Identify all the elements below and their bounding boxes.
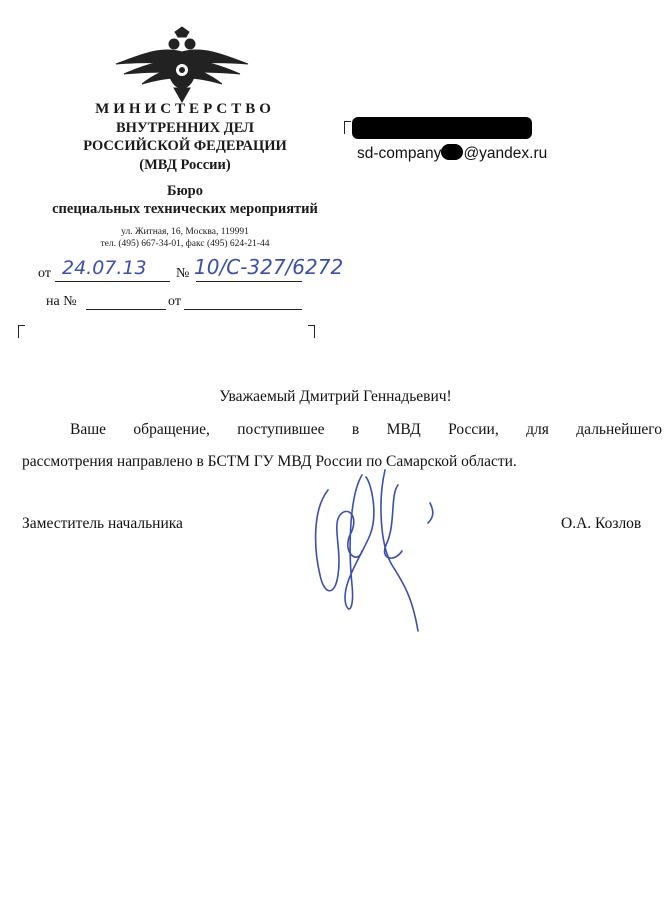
handwritten-date: 24.07.13	[62, 257, 147, 279]
number-label: №	[176, 266, 190, 281]
ministry-line-3: РОССИЙСКОЙ ФЕДЕРАЦИИ	[83, 138, 287, 154]
phone-fax: тел. (495) 667-34-01, факс (495) 624-21-44	[100, 239, 270, 249]
signatory-name: О.А. Козлов	[561, 515, 642, 532]
bureau-line-1: Бюро	[167, 183, 203, 199]
reference-date-underline	[184, 309, 302, 310]
reference-date-label: от	[168, 294, 181, 309]
recipient-email	[357, 144, 547, 163]
date-underline	[55, 281, 170, 282]
email-prefix: sd-company	[357, 145, 442, 162]
bureau-line-2: специальных технических мероприятий	[52, 201, 318, 217]
email-suffix: @yandex.ru	[463, 145, 548, 162]
ministry-line-2: ВНУТРЕННИХ ДЕЛ	[116, 120, 254, 136]
double-headed-eagle-icon	[112, 24, 252, 104]
ministry-short-name: (МВД России)	[139, 157, 231, 173]
recipient-field-corner	[344, 121, 351, 134]
signatory-title: Заместитель начальника	[22, 515, 183, 532]
reference-number-underline	[86, 309, 166, 310]
number-underline	[196, 281, 302, 282]
redacted-email-part	[441, 144, 463, 160]
address-field-corner-right	[308, 325, 315, 338]
ministry-line-1: МИНИСТЕРСТВО	[95, 101, 275, 117]
handwritten-signature	[300, 455, 450, 645]
greeting: Уважаемый Дмитрий Геннадьевич!	[219, 388, 452, 405]
reference-number-label: на №	[46, 294, 77, 309]
redacted-recipient-name	[352, 117, 532, 139]
body-paragraph-line-1: Ваше обращение, поступившее в МВД России, для дальнейшего	[70, 421, 662, 438]
address-field-corner-left	[18, 325, 25, 338]
date-label: от	[38, 266, 51, 281]
handwritten-number: 10/С-327/6272	[194, 255, 344, 279]
address: ул. Житная, 16, Москва, 119991	[121, 227, 249, 237]
body-paragraph-line-2: рассмотрения направлено в БСТМ ГУ МВД России по Самарской области.	[22, 453, 517, 470]
